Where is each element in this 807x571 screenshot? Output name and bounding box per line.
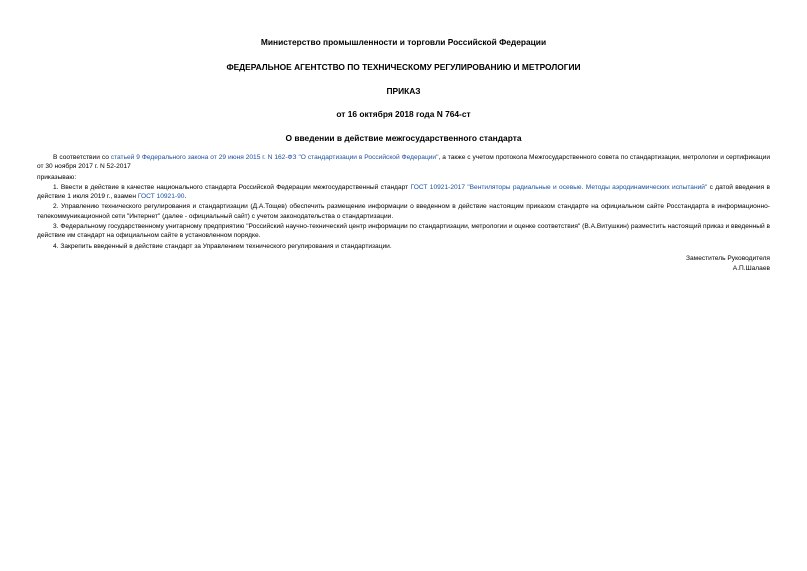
ministry-heading: Министерство промышленности и торговли Российской Федерации xyxy=(260,37,547,47)
order-item-3: 3. Федеральному государственному унитарному предприятию "Российский научно-технический центр информации по стандартизации, метрологии и оценке соответствия" (В.А.Витушкин) разместить настоящий приказ и введенный в действие им стандарт на официальном сайте в установленном порядке. xyxy=(37,223,770,240)
preamble-prefix: В соответствии со xyxy=(53,154,111,161)
order-item-2: 2. Управлению технического регулирования и стандартизации (Д.А.Тощев) обеспечить размещение информации о введенном в действие настоящим приказом стандарте на официальном сайте Росстандарта в информационно-телекоммуникационной сети "Интернет" (далее - официальный сайт) с учетом законодательства о стандартизации. xyxy=(37,203,770,220)
item-1-text-c: . xyxy=(184,193,187,201)
order-item-4: 4. Закрепить введенный в действие стандарт за Управлением технического регулирования и стандартизации. xyxy=(53,242,392,250)
law-article-link[interactable]: статьей 9 Федерального закона от 29 июня 2015 г. N 162-ФЗ "О стандартизации в Российской Федерации" xyxy=(110,154,439,161)
signatory-name: А.П.Шалаев xyxy=(732,264,770,272)
item-1-text-a: 1. Ввести в действие в качестве национального стандарта Российской Федерации межгосударственный стандарт xyxy=(53,183,411,191)
standard-link[interactable]: ГОСТ 10921-2017 "Вентиляторы радиальные и осевые. Методы аэродинамических испытаний" xyxy=(410,183,708,191)
agency-heading: ФЕДЕРАЛЬНОЕ АГЕНТСТВО ПО ТЕХНИЧЕСКОМУ РЕГУЛИРОВАНИЮ И МЕТРОЛОГИИ xyxy=(226,62,581,72)
document-body xyxy=(37,153,770,251)
document-type: ПРИКАЗ xyxy=(386,86,421,96)
document-title: О введении в действие межгосударственного стандарта xyxy=(285,133,522,143)
preamble-paragraph xyxy=(37,153,770,172)
signatory-position: Заместитель Руководителя xyxy=(686,254,770,262)
order-item-1 xyxy=(37,183,770,202)
document-date-number: от 16 октября 2018 года N 764-ст xyxy=(336,109,471,119)
document-page xyxy=(37,30,770,274)
preamble-suffix: , а также с учетом протокола Межгосударственного совета по стандартизации, метрологии и сертификации от 30 ноября 2017 г. N 52-2017 xyxy=(37,154,770,171)
order-word: приказываю: xyxy=(37,173,77,181)
old-standard-link[interactable]: ГОСТ 10921-90 xyxy=(137,193,185,201)
signature-block xyxy=(37,254,770,274)
item-1-text-b: с датой введения в действие 1 июля 2019 г., взамен xyxy=(37,183,770,201)
